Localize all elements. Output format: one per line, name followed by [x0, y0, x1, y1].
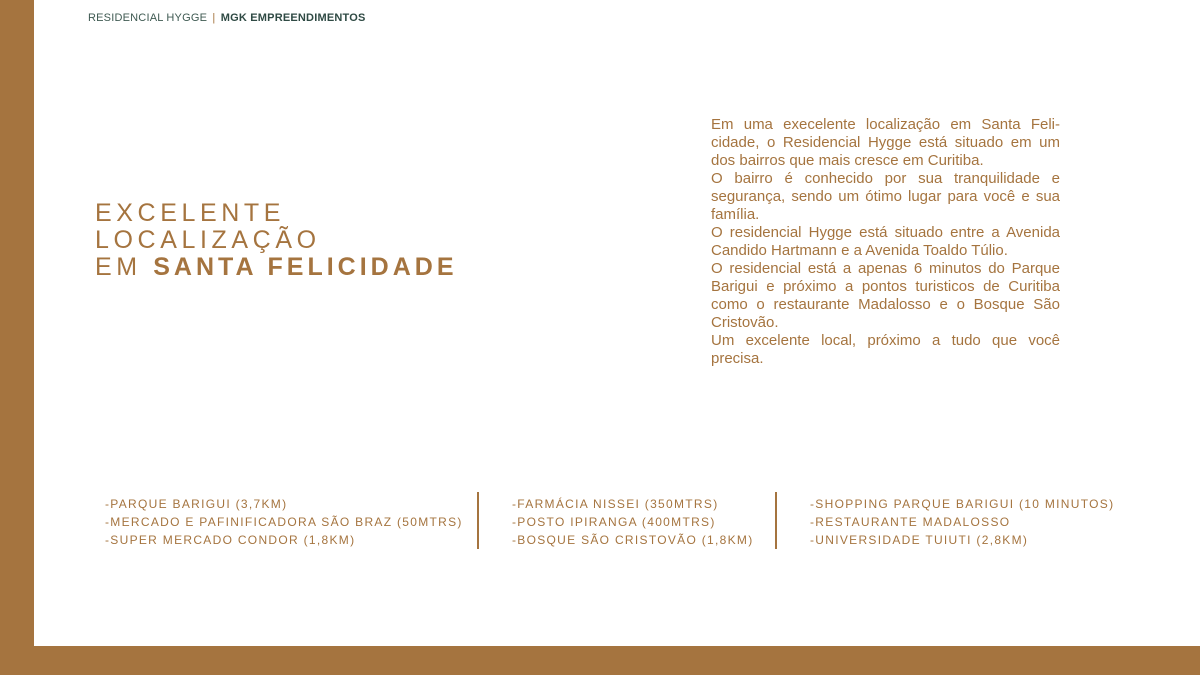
bottom-frame-border — [0, 646, 1200, 675]
poi-column-2 — [512, 495, 754, 549]
description-paragraph: O bairro é conhecido por sua tranquilidade e segurança, sendo um ótimo lugar para você e sua família. — [711, 170, 1060, 223]
poi-item: -SUPER MERCADO CONDOR (1,8KM) — [105, 533, 356, 547]
title-line-3-prefix: EM — [95, 253, 154, 281]
left-frame-border — [0, 0, 34, 675]
header-company-name: MGK EMPREENDIMENTOS — [220, 12, 366, 24]
header-separator: | — [212, 12, 216, 24]
poi-item: -MERCADO E PAFINIFICADORA SÃO BRAZ (50MTRS) — [105, 515, 463, 529]
poi-item: -PARQUE BARIGUI (3,7KM) — [105, 497, 288, 511]
title-line-2: LOCALIZAÇÃO — [95, 226, 321, 254]
title-line-1: EXCELENTE — [95, 199, 286, 227]
poi-column-1 — [105, 495, 463, 549]
points-of-interest — [34, 0, 1200, 646]
column-divider — [477, 492, 479, 549]
description-paragraph: Em uma execelente localização em Santa Feli-cidade, o Residencial Hygge está situado em um dos bairros que mais cresce em Curitiba. — [711, 116, 1060, 169]
poi-column-3 — [810, 495, 1114, 549]
description-paragraph: O residencial está a apenas 6 minutos do Parque Barigui e próximo a pontos turisticos de Curitiba como o restaurante Madalosso e o Bosque São Cristovão. — [711, 260, 1060, 331]
column-divider — [775, 492, 777, 549]
description-paragraph: O residencial Hygge está situado entre a Avenida Candido Hartmann e a Avenida Toaldo Túlio. — [711, 224, 1060, 259]
header-project-name: RESIDENCIAL HYGGE — [88, 12, 208, 24]
description-paragraph: Um excelente local, próximo a tudo que você precisa. — [711, 332, 1060, 367]
title-neighborhood: SANTA FELICIDADE — [153, 253, 458, 281]
document-page — [34, 0, 1200, 646]
poi-item: -UNIVERSIDADE TUIUTI (2,8KM) — [810, 533, 1029, 547]
poi-item: -BOSQUE SÃO CRISTOVÃO (1,8KM) — [512, 533, 754, 547]
poi-item: -SHOPPING PARQUE BARIGUI (10 MINUTOS) — [810, 497, 1115, 511]
poi-item: -RESTAURANTE MADALOSSO — [810, 515, 1011, 529]
poi-item: -POSTO IPIRANGA (400MTRS) — [512, 515, 716, 529]
poi-item: -FARMÁCIA NISSEI (350MTRS) — [512, 497, 719, 511]
